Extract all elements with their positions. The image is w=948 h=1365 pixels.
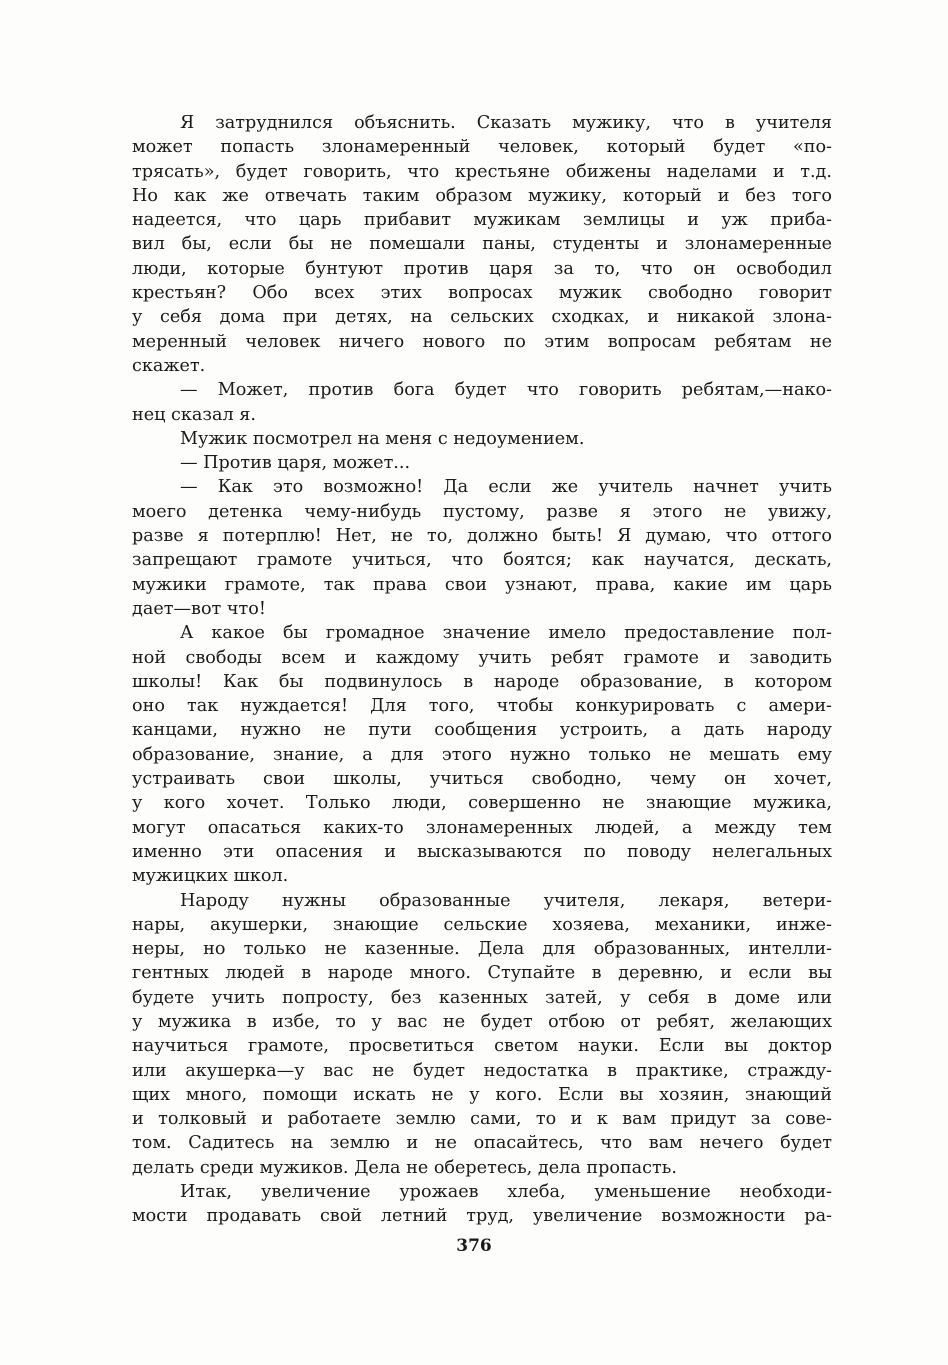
text-line: оно так нуждается! Для того, чтобы конкурировать с амери- — [132, 696, 832, 717]
text-line: разве я потерплю! Нет, не то, должно быть! Я думаю, что оттого — [132, 526, 832, 547]
text-line: и толковый и работаете землю сами, то и к вам придут за сове- — [132, 1109, 832, 1130]
text-line: у кого хочет. Только люди, совершенно не знающие мужика, — [132, 793, 832, 814]
text-line: щих много, помощи искать не у кого. Если вы хозяин, знающий — [132, 1084, 832, 1105]
text-line: мужики грамоте, так права свои узнают, права, какие им царь — [132, 574, 832, 595]
text-line: скажет. — [132, 355, 206, 376]
text-line: надеется, что царь прибавит мужикам землицы и уж приба- — [132, 210, 832, 231]
text-line: меренный человек ничего нового по этим вопросам ребятам не — [132, 331, 832, 352]
text-line: именно эти опасения и высказываются по поводу нелегальных — [132, 841, 832, 862]
text-line: устраивать свои школы, учиться свободно, чему он хочет, — [132, 769, 832, 790]
text-line: моего детенка чему-нибудь пустому, разве я этого не увижу, — [132, 501, 832, 522]
text-line: нары, акушерки, знающие сельские хозяева, механики, инже- — [132, 914, 832, 935]
text-line: Итак, увеличение урожаев хлеба, уменьшение необходи- — [180, 1182, 832, 1203]
text-line: будете учить попросту, без казенных затей, у себя в доме или — [132, 987, 832, 1008]
text-line: образование, знание, а для этого нужно только не мешать ему — [132, 744, 832, 765]
text-line: — Как это возможно! Да если же учитель начнет учить — [180, 477, 832, 498]
text-line: делать среди мужиков. Дела не оберетесь, дела пропасть. — [132, 1157, 677, 1178]
text-line: или акушерка—у вас не будет недостатка в практике, стражду- — [132, 1060, 832, 1081]
text-line: крестьян? Обо всех этих вопросах мужик свободно говорит — [132, 283, 832, 304]
page-number: 376 — [456, 1236, 492, 1256]
text-line: А какое бы громадное значение имело предоставление пол- — [180, 623, 832, 644]
text-line: — Против царя, может... — [180, 453, 411, 474]
text-line: люди, которые бунтуют против царя за то, что он освободил — [132, 258, 832, 279]
text-line: Народу нужны образованные учителя, лекаря, ветери- — [180, 890, 832, 911]
text-line: ной свободы всем и каждому учить ребят грамоте и заводить — [132, 647, 832, 668]
text-line: — Может, против бога будет что говорить ребятам,—нако- — [180, 380, 832, 401]
text-line: мости продавать свой летний труд, увеличение возможности ра- — [132, 1206, 832, 1227]
text-line: могут опасаться каких-то злонамеренных людей, а между тем — [132, 817, 832, 838]
text-line: том. Садитесь на землю и не опасайтесь, что вам нечего будет — [132, 1133, 832, 1154]
text-line: мужицких школ. — [132, 866, 289, 887]
text-line: нец сказал я. — [132, 404, 256, 425]
body-text — [132, 111, 832, 1229]
text-line: дает—вот что! — [132, 598, 266, 619]
text-line: школы! Как бы подвинулось в народе образование, в котором — [132, 671, 832, 692]
text-line: у мужика в избе, то у вас не будет отбою от ребят, желающих — [132, 1011, 832, 1032]
text-line: у себя дома при детях, на сельских сходках, и никакой злона- — [132, 307, 832, 328]
text-line: Но как же отвечать таким образом мужику, который и без того — [132, 185, 832, 206]
text-line: может попасть злонамеренный человек, который будет «по- — [132, 137, 832, 158]
text-line: Я затруднился объяснить. Сказать мужику, что в учителя — [180, 113, 832, 133]
text-line: неры, но только не казенные. Дела для образованных, интелли- — [132, 939, 832, 960]
text-line: канцами, нужно не пути сообщения устроить, а дать народу — [132, 720, 832, 741]
text-line: трясать», будет говорить, что крестьяне обижены наделами и т.д. — [132, 161, 832, 182]
text-line: Мужик посмотрел на меня с недоумением. — [180, 428, 585, 449]
text-line: запрещают грамоте учиться, что боятся; как научатся, дескать, — [132, 550, 832, 571]
text-line: гентных людей в народе много. Ступайте в деревню, и если вы — [132, 963, 832, 984]
text-line: научиться грамоте, просветиться светом науки. Если вы доктор — [132, 1036, 832, 1057]
text-line: вил бы, если бы не помешали паны, студенты и злонамеренные — [132, 234, 832, 255]
